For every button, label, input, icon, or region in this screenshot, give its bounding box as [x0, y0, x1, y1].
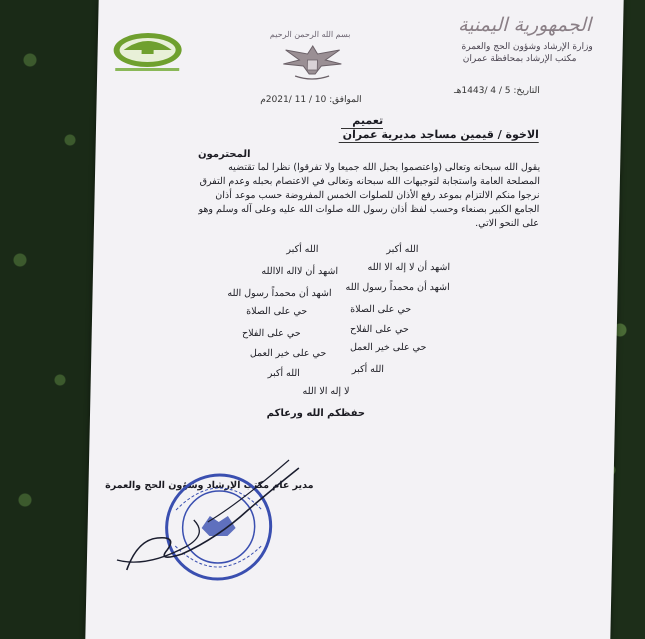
body-line-1: يقول الله سبحانه وتعالى (واعتصموا بحبل الله جميعا ولا تفرقوا) نظرا لما تقتضيه — [228, 162, 541, 173]
hijri-date: التاريخ: 5 / 4 /1443هـ — [453, 86, 540, 96]
letterhead-office: مكتب الإرشاد بمحافظة عمران — [462, 54, 577, 64]
azan-line-b: حي على خير العمل — [249, 348, 327, 359]
letterhead-ministry: وزارة الإرشاد وشؤون الحج والعمرة — [461, 42, 593, 52]
signature-title: مدير عام مكتب الإرشاد وشؤون الحج والعمرة — [105, 480, 314, 491]
ministry-logo-icon — [107, 28, 188, 76]
azan-line-b: الله أكبر — [286, 244, 319, 255]
azan-line-a: لا إله الا الله — [302, 386, 350, 397]
document-page — [85, 0, 623, 639]
azan-line-b: اشهد أن لااله الاالله — [261, 266, 339, 277]
letterhead-republic: الجمهورية اليمنية — [457, 14, 592, 36]
recipient-underline — [339, 142, 539, 143]
azan-line-a: حي على الفلاح — [349, 324, 409, 335]
azan-line-a: حي على الصلاة — [350, 304, 412, 315]
azan-line-b: حي على الفلاح — [241, 328, 301, 339]
respected-label: المحترمون — [197, 149, 251, 160]
handwritten-signature-icon — [97, 450, 310, 580]
azan-line-a: اشهد أن لا إله الا الله — [367, 262, 451, 273]
body-line-2: المصلحة العامة واستجابة لتوجيهات الله سبحانه وتعالى في الاعتصام بحبله وعدم التفرق — [199, 176, 541, 187]
recipient-line: الاخوة / قيمين مساجد مديرية عمران — [342, 128, 540, 141]
basmala: بسم الله الرحمن الرحيم — [269, 30, 351, 39]
eagle-emblem-icon — [277, 40, 348, 80]
azan-line-a: الله أكبر — [386, 244, 419, 255]
azan-line-a: الله أكبر — [351, 364, 385, 375]
azan-line-b: الله أكبر — [267, 368, 300, 379]
azan-line-a: حي على خير العمل — [349, 342, 427, 353]
body-line-5: على النحو الاتي. — [475, 218, 540, 229]
azan-line-b: حي على الصلاة — [246, 306, 308, 317]
closing-line: حفظكم الله ورعاكم — [266, 408, 366, 419]
body-line-3: نرجوا منكم الالتزام بموعد رفع الأذان للصلوات الخمس المفروضة حسب موعد أذان — [215, 190, 540, 201]
gregorian-date: الموافق: 10 / 11 /2021م — [260, 95, 362, 105]
azan-line-a: اشهد أن محمداً رسول الله — [345, 282, 450, 293]
subject-heading: تعميم — [352, 114, 384, 127]
azan-line-b: اشهد أن محمداً رسول الله — [227, 288, 332, 299]
body-line-4: الجامع الكبير بصنعاء وحسب لفظ أذان رسول الله صلوات الله عليه وعلى آله وسلم وهو — [198, 204, 540, 215]
